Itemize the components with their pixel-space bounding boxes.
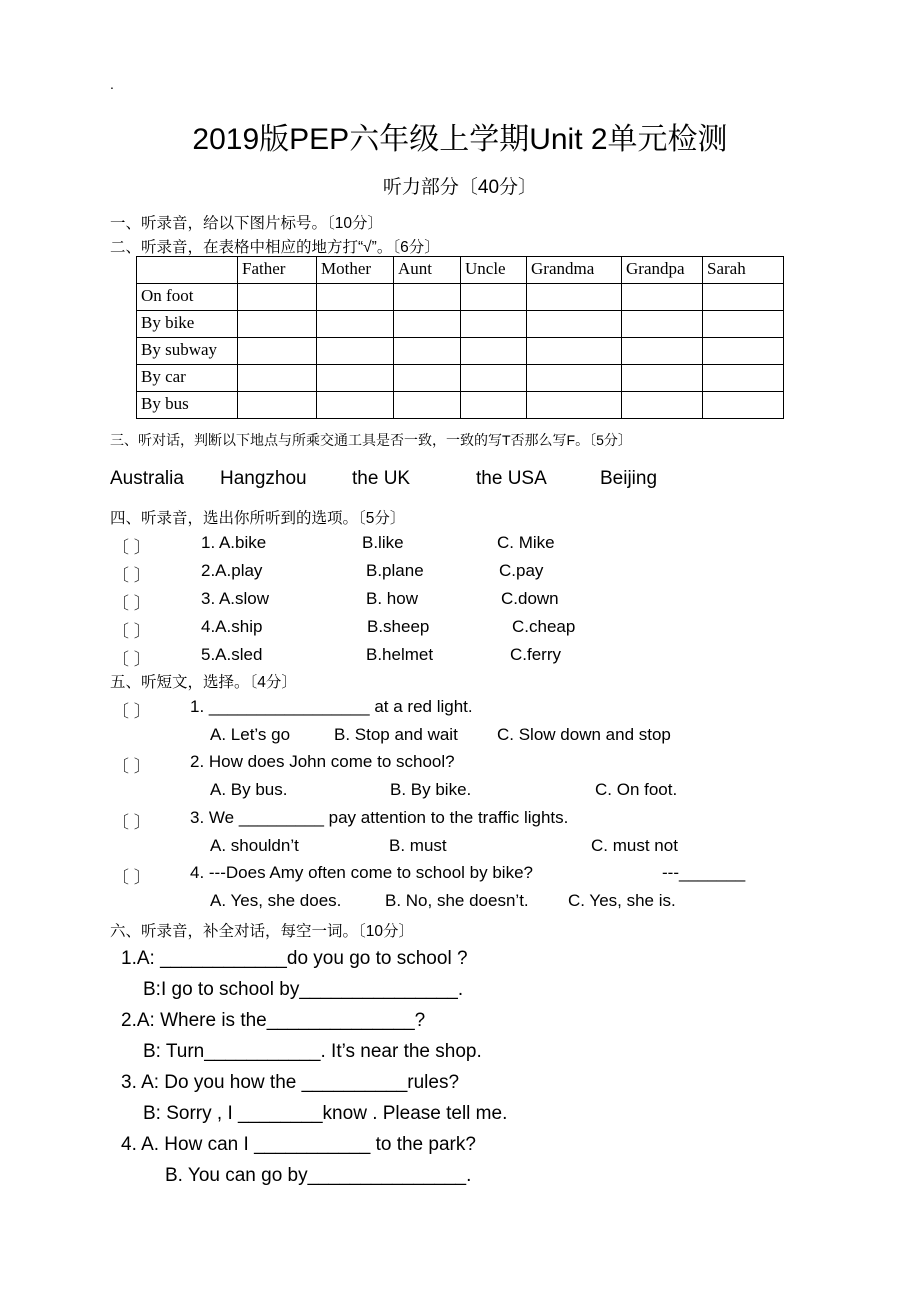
question-option-b: B.like <box>362 533 404 552</box>
table-row <box>137 311 784 338</box>
question-option-b: B. how <box>366 589 418 608</box>
question-option-c: C.ferry <box>510 645 561 664</box>
answer-bracket[interactable]: 〔 〕 <box>112 757 151 776</box>
dialogue-line: B: Sorry , I ________know . Please tell me. <box>143 1103 508 1124</box>
question-option-c: C.cheap <box>512 617 576 636</box>
answer-bracket[interactable]: 〔 〕 <box>112 594 151 613</box>
question-option-a: A. shouldn’t <box>210 836 299 855</box>
page-subtitle: 听力部分〔40分〕 <box>382 177 538 198</box>
table-header-row <box>137 257 784 284</box>
question-option-b: B. must <box>389 836 447 855</box>
question-option-b: B. Stop and wait <box>334 725 458 744</box>
question-option-a: A. Yes, she does. <box>210 891 342 910</box>
question-option-a: 2.A.play <box>201 561 263 580</box>
question-option-b: B. By bike. <box>390 780 472 799</box>
table-header-cell: Aunt <box>394 257 461 284</box>
page-title: 2019版PEP六年级上学期Unit 2单元检测 <box>192 123 728 156</box>
row-label: By bus <box>137 392 238 419</box>
question-option-b: B. No, she doesn’t. <box>385 891 529 910</box>
section-1-heading: 一、听录音，给以下图片标号。〔10分〕 <box>110 215 383 232</box>
question-option-a: A. By bus. <box>210 780 288 799</box>
question-text: 3. We _________ pay attention to the traffic lights. <box>190 808 569 827</box>
table-row <box>137 392 784 419</box>
answer-bracket[interactable]: 〔 〕 <box>112 702 151 721</box>
place-label: Hangzhou <box>220 468 307 489</box>
table-header-cell <box>137 257 238 284</box>
place-label: Beijing <box>600 468 658 489</box>
answer-bracket[interactable]: 〔 〕 <box>112 566 151 585</box>
transport-table <box>136 256 784 419</box>
table-header-cell: Father <box>238 257 317 284</box>
section-3-heading: 三、听对话，判断以下地点与所乘交通工具是否一致，一致的写T否那么写F。〔5分〕 <box>110 432 632 448</box>
page-dot: . <box>110 76 114 92</box>
table-header-cell: Sarah <box>703 257 784 284</box>
answer-bracket[interactable]: 〔 〕 <box>112 538 151 557</box>
dialogue-line: B. You can go by_______________. <box>165 1165 472 1186</box>
dialogue-line: B:I go to school by_______________. <box>143 979 464 1000</box>
question-option-a: 1. A.bike <box>201 533 267 552</box>
question-option-a: A. Let’s go <box>210 725 291 744</box>
dialogue-line: 1.A: ____________do you go to school ? <box>121 948 468 969</box>
table-row <box>137 284 784 311</box>
row-label: By car <box>137 365 238 392</box>
dialogue-line: B: Turn___________. It’s near the shop. <box>143 1041 482 1062</box>
question-option-b: B.helmet <box>366 645 434 664</box>
section-2-heading: 二、听录音，在表格中相应的地方打“√”。〔6分〕 <box>110 239 440 256</box>
question-option-b: B.plane <box>366 561 424 580</box>
question-text: 2. How does John come to school? <box>190 752 455 771</box>
row-label: On foot <box>137 284 238 311</box>
row-label: By bike <box>137 311 238 338</box>
answer-blank[interactable]: ---_______ <box>662 863 746 882</box>
question-option-a: 4.A.ship <box>201 617 263 636</box>
question-option-b: B.sheep <box>367 617 430 636</box>
table-row <box>137 365 784 392</box>
question-text: 4. ---Does Amy often come to school by bike? <box>190 863 533 882</box>
dialogue-line: 3. A: Do you how the __________rules? <box>121 1072 460 1093</box>
place-label: the USA <box>476 468 547 489</box>
question-option-a: 5.A.sled <box>201 645 263 664</box>
question-option-c: C.down <box>501 589 559 608</box>
table-header-cell: Grandma <box>527 257 622 284</box>
row-label: By subway <box>137 338 238 365</box>
question-option-c: C. must not <box>591 836 678 855</box>
question-option-a: 3. A.slow <box>201 589 270 608</box>
section-4-heading: 四、听录音，选出你所听到的选项。〔5分〕 <box>110 510 406 527</box>
answer-bracket[interactable]: 〔 〕 <box>112 813 151 832</box>
question-option-c: C. Mike <box>497 533 555 552</box>
table-header-cell: Mother <box>317 257 394 284</box>
question-option-c: C. Yes, she is. <box>568 891 676 910</box>
table-header-cell: Grandpa <box>622 257 703 284</box>
table-row <box>137 338 784 365</box>
place-label: the UK <box>352 468 411 489</box>
section-5-heading: 五、听短文，选择。〔4分〕 <box>110 674 297 691</box>
question-text: 1. _________________ at a red light. <box>190 697 473 716</box>
dialogue-line: 4. A. How can I ___________ to the park? <box>121 1134 476 1155</box>
dialogue-line: 2.A: Where is the______________? <box>121 1010 426 1031</box>
section-6-heading: 六、听录音，补全对话，每空一词。〔10分〕 <box>110 923 414 940</box>
place-label: Australia <box>110 468 184 489</box>
question-option-c: C. On foot. <box>595 780 678 799</box>
answer-bracket[interactable]: 〔 〕 <box>112 650 151 669</box>
question-option-c: C. Slow down and stop <box>497 725 671 744</box>
question-option-c: C.pay <box>499 561 544 580</box>
table-header-cell: Uncle <box>461 257 527 284</box>
answer-bracket[interactable]: 〔 〕 <box>112 622 151 641</box>
answer-bracket[interactable]: 〔 〕 <box>112 868 151 887</box>
